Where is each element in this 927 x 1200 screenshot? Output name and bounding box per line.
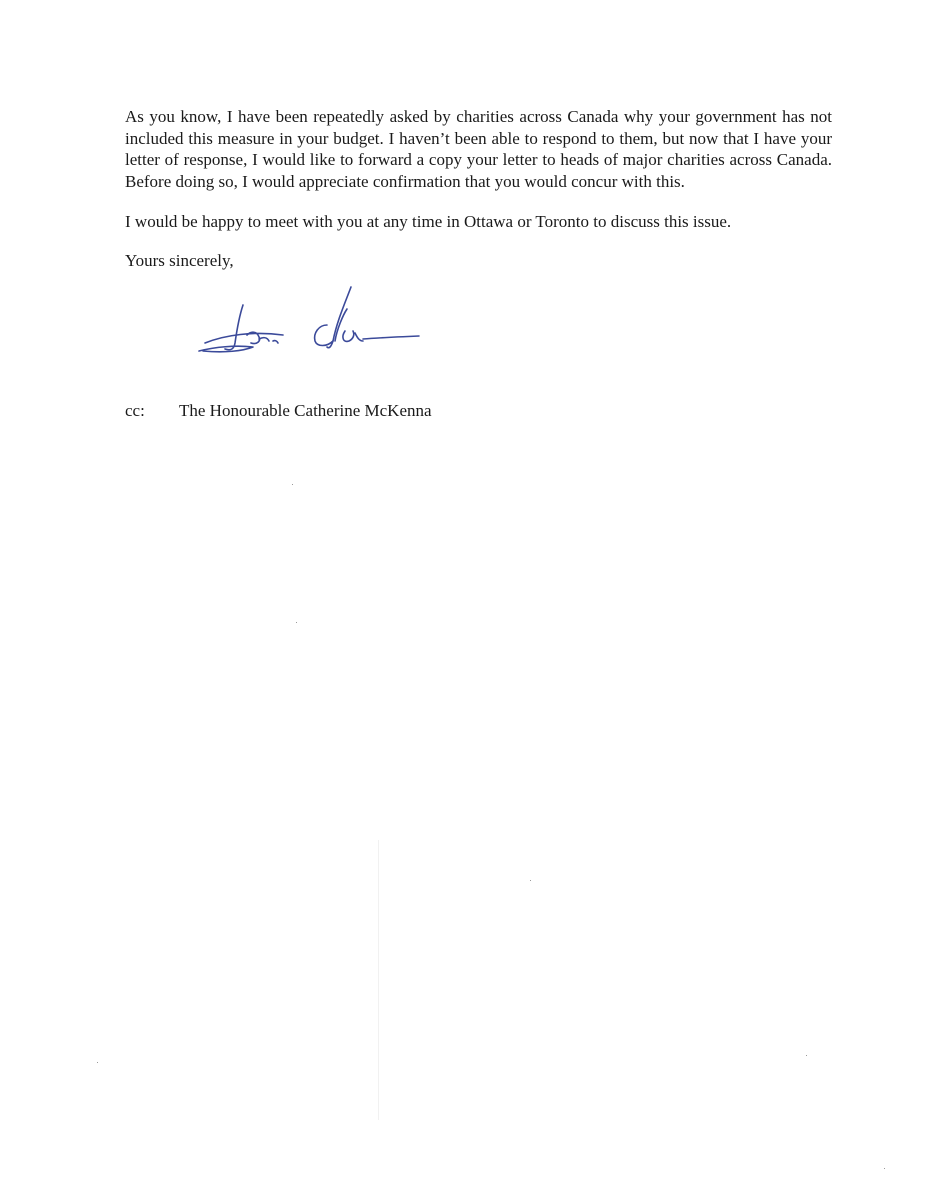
- scan-speck: [806, 1055, 807, 1056]
- letter-paragraph-2: I would be happy to meet with you at any time in Ottawa or Toronto to discuss this issue.: [125, 212, 732, 231]
- scan-artifact-line: [378, 840, 379, 1120]
- scan-speck: [884, 1168, 885, 1169]
- letter-body: [125, 106, 832, 271]
- scan-speck: [292, 484, 293, 485]
- scan-speck: [97, 1062, 98, 1063]
- cc-label: cc:: [125, 401, 145, 420]
- cc-line: [125, 400, 432, 422]
- handwritten-signature: [195, 285, 425, 360]
- letter-closing: Yours sincerely,: [125, 250, 234, 270]
- letter-paragraph-1: As you know, I have been repeatedly asked by charities across Canada why your government has not included this measure in your budget. I haven’t been able to respond to them, but now that I have your letter of response, I would like to forward a copy your letter to heads of major charities across Canada. Before doing so, I would appreciate confirmation that you would concur with this.: [125, 107, 832, 191]
- scan-speck: [296, 622, 297, 623]
- scan-speck: [530, 880, 531, 881]
- cc-recipient: The Honourable Catherine McKenna: [179, 401, 432, 420]
